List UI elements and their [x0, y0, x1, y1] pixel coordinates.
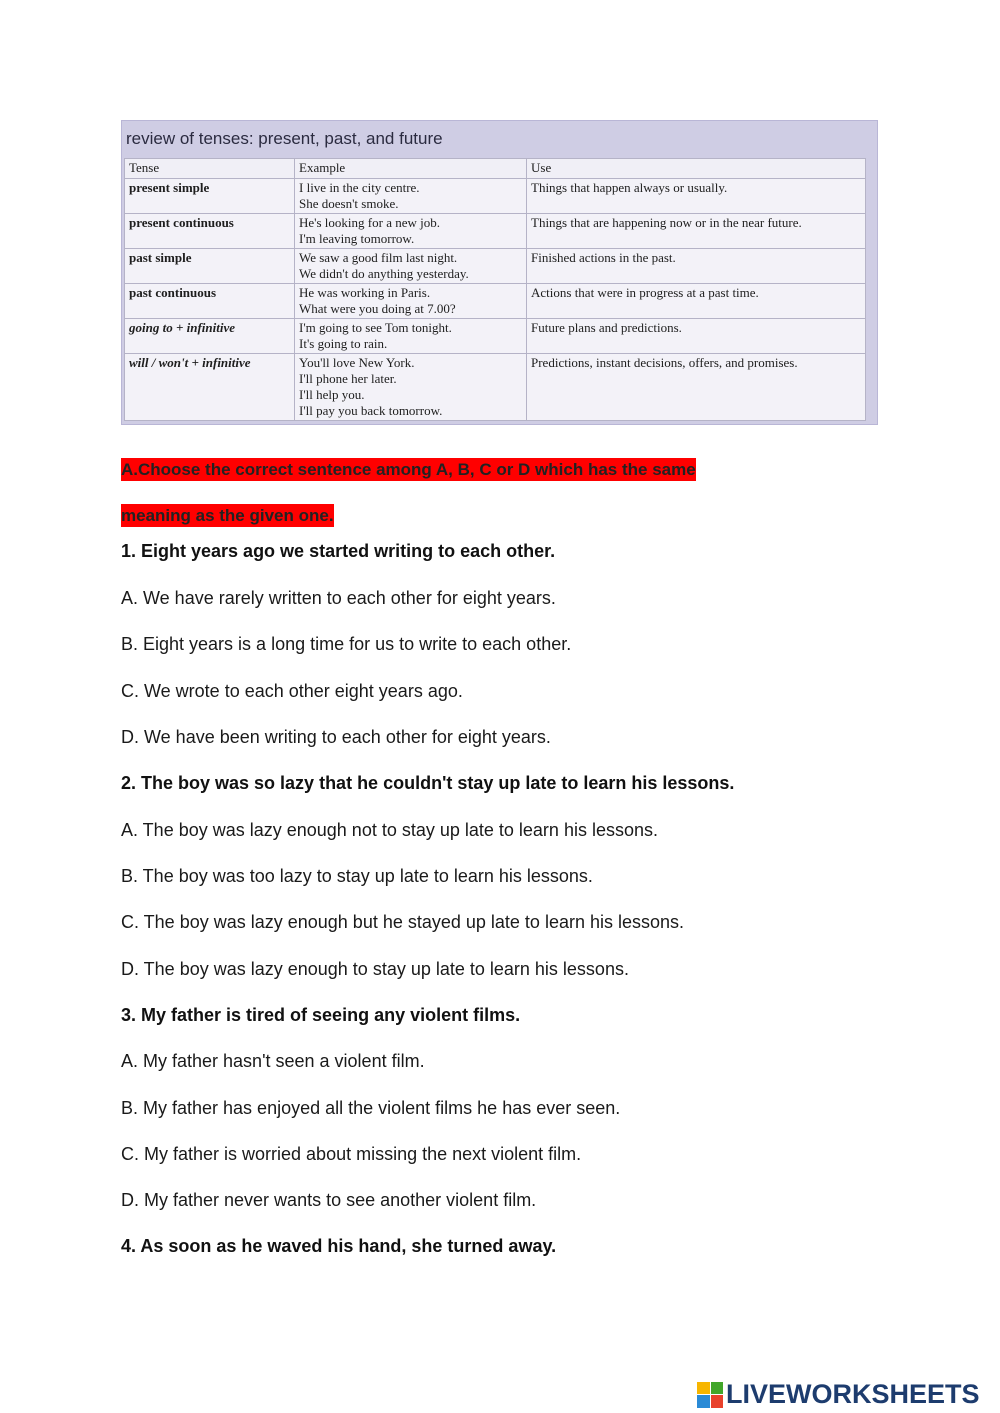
example-line: I'll help you. — [299, 387, 365, 402]
logo-mark-icon — [697, 1382, 723, 1408]
logo-square-icon — [711, 1382, 724, 1395]
header-tense: Tense — [125, 159, 295, 179]
tense-name: will / won't + infinitive — [125, 354, 295, 421]
tense-examples — [295, 319, 527, 354]
header-example: Example — [295, 159, 527, 179]
example-line: She doesn't smoke. — [299, 196, 399, 211]
question-2-prompt: 2. The boy was so lazy that he couldn't stay up late to learn his lessons. — [121, 773, 735, 793]
example-line: I'm leaving tomorrow. — [299, 231, 415, 246]
tense-name: going to + infinitive — [125, 319, 295, 354]
section-heading — [121, 447, 878, 539]
header-use: Use — [527, 159, 866, 179]
tense-use: Things that are happening now or in the near future. — [527, 214, 866, 249]
example-line: I'm going to see Tom tonight. — [299, 320, 452, 335]
example-line: What were you doing at 7.00? — [299, 301, 456, 316]
tense-table — [124, 158, 866, 421]
question-2-option-c[interactable]: C. The boy was lazy enough but he stayed up late to learn his lessons. — [121, 912, 685, 932]
tense-name: present continuous — [125, 214, 295, 249]
question-1-option-b[interactable]: B. Eight years is a long time for us to write to each other. — [121, 634, 572, 654]
example-line: It's going to rain. — [299, 336, 388, 351]
question-1-option-d[interactable]: D. We have been writing to each other for eight years. — [121, 727, 551, 747]
example-line: You'll love New York. — [299, 355, 415, 370]
tense-examples — [295, 249, 527, 284]
liveworksheets-logo — [697, 1379, 980, 1410]
question-3-option-b[interactable]: B. My father has enjoyed all the violent films he has ever seen. — [121, 1098, 621, 1118]
example-line: I'll pay you back tomorrow. — [299, 403, 443, 418]
table-row — [125, 284, 866, 319]
question-2-option-b[interactable]: B. The boy was too lazy to stay up late to learn his lessons. — [121, 866, 593, 886]
tense-use: Finished actions in the past. — [527, 249, 866, 284]
table-row — [125, 354, 866, 421]
question-3-option-a[interactable]: A. My father hasn't seen a violent film. — [121, 1051, 425, 1071]
logo-square-icon — [711, 1395, 724, 1408]
tense-table-title: review of tenses: present, past, and future — [126, 129, 443, 148]
tense-use: Future plans and predictions. — [527, 319, 866, 354]
example-line: I live in the city centre. — [299, 180, 420, 195]
table-row — [125, 249, 866, 284]
example-line: We didn't do anything yesterday. — [299, 266, 469, 281]
tense-examples — [295, 214, 527, 249]
logo-square-icon — [697, 1395, 710, 1408]
example-line: He's looking for a new job. — [299, 215, 440, 230]
table-row — [125, 214, 866, 249]
tense-examples — [295, 354, 527, 421]
heading-line-1: A.Choose the correct sentence among A, B, C or D which has the same — [121, 460, 696, 479]
question-2-option-d[interactable]: D. The boy was lazy enough to stay up late to learn his lessons. — [121, 959, 629, 979]
question-1-option-a[interactable]: A. We have rarely written to each other for eight years. — [121, 588, 556, 608]
tense-examples — [295, 284, 527, 319]
question-2-option-a[interactable]: A. The boy was lazy enough not to stay up late to learn his lessons. — [121, 820, 658, 840]
table-row — [125, 179, 866, 214]
question-3-prompt: 3. My father is tired of seeing any violent films. — [121, 1005, 521, 1025]
question-1-prompt: 1. Eight years ago we started writing to each other. — [121, 541, 556, 561]
tense-name: past simple — [125, 249, 295, 284]
tense-name: present simple — [125, 179, 295, 214]
question-3-option-d[interactable]: D. My father never wants to see another violent film. — [121, 1190, 537, 1210]
question-3-option-c[interactable]: C. My father is worried about missing the next violent film. — [121, 1144, 582, 1164]
logo-text: LIVEWORKSHEETS — [726, 1379, 980, 1409]
example-line: He was working in Paris. — [299, 285, 431, 300]
example-line: We saw a good film last night. — [299, 250, 458, 265]
heading-line-2: meaning as the given one. — [121, 506, 334, 525]
tense-use: Predictions, instant decisions, offers, and promises. — [527, 354, 866, 421]
logo-square-icon — [697, 1382, 710, 1395]
question-4-prompt: 4. As soon as he waved his hand, she turned away. — [121, 1236, 557, 1256]
tense-use: Things that happen always or usually. — [527, 179, 866, 214]
table-row — [125, 319, 866, 354]
example-line: I'll phone her later. — [299, 371, 397, 386]
tense-name: past continuous — [125, 284, 295, 319]
question-1-option-c[interactable]: C. We wrote to each other eight years ago. — [121, 681, 463, 701]
tense-use: Actions that were in progress at a past time. — [527, 284, 866, 319]
tense-examples — [295, 179, 527, 214]
tense-review-image — [121, 120, 878, 425]
tense-table-header-row — [125, 159, 866, 179]
